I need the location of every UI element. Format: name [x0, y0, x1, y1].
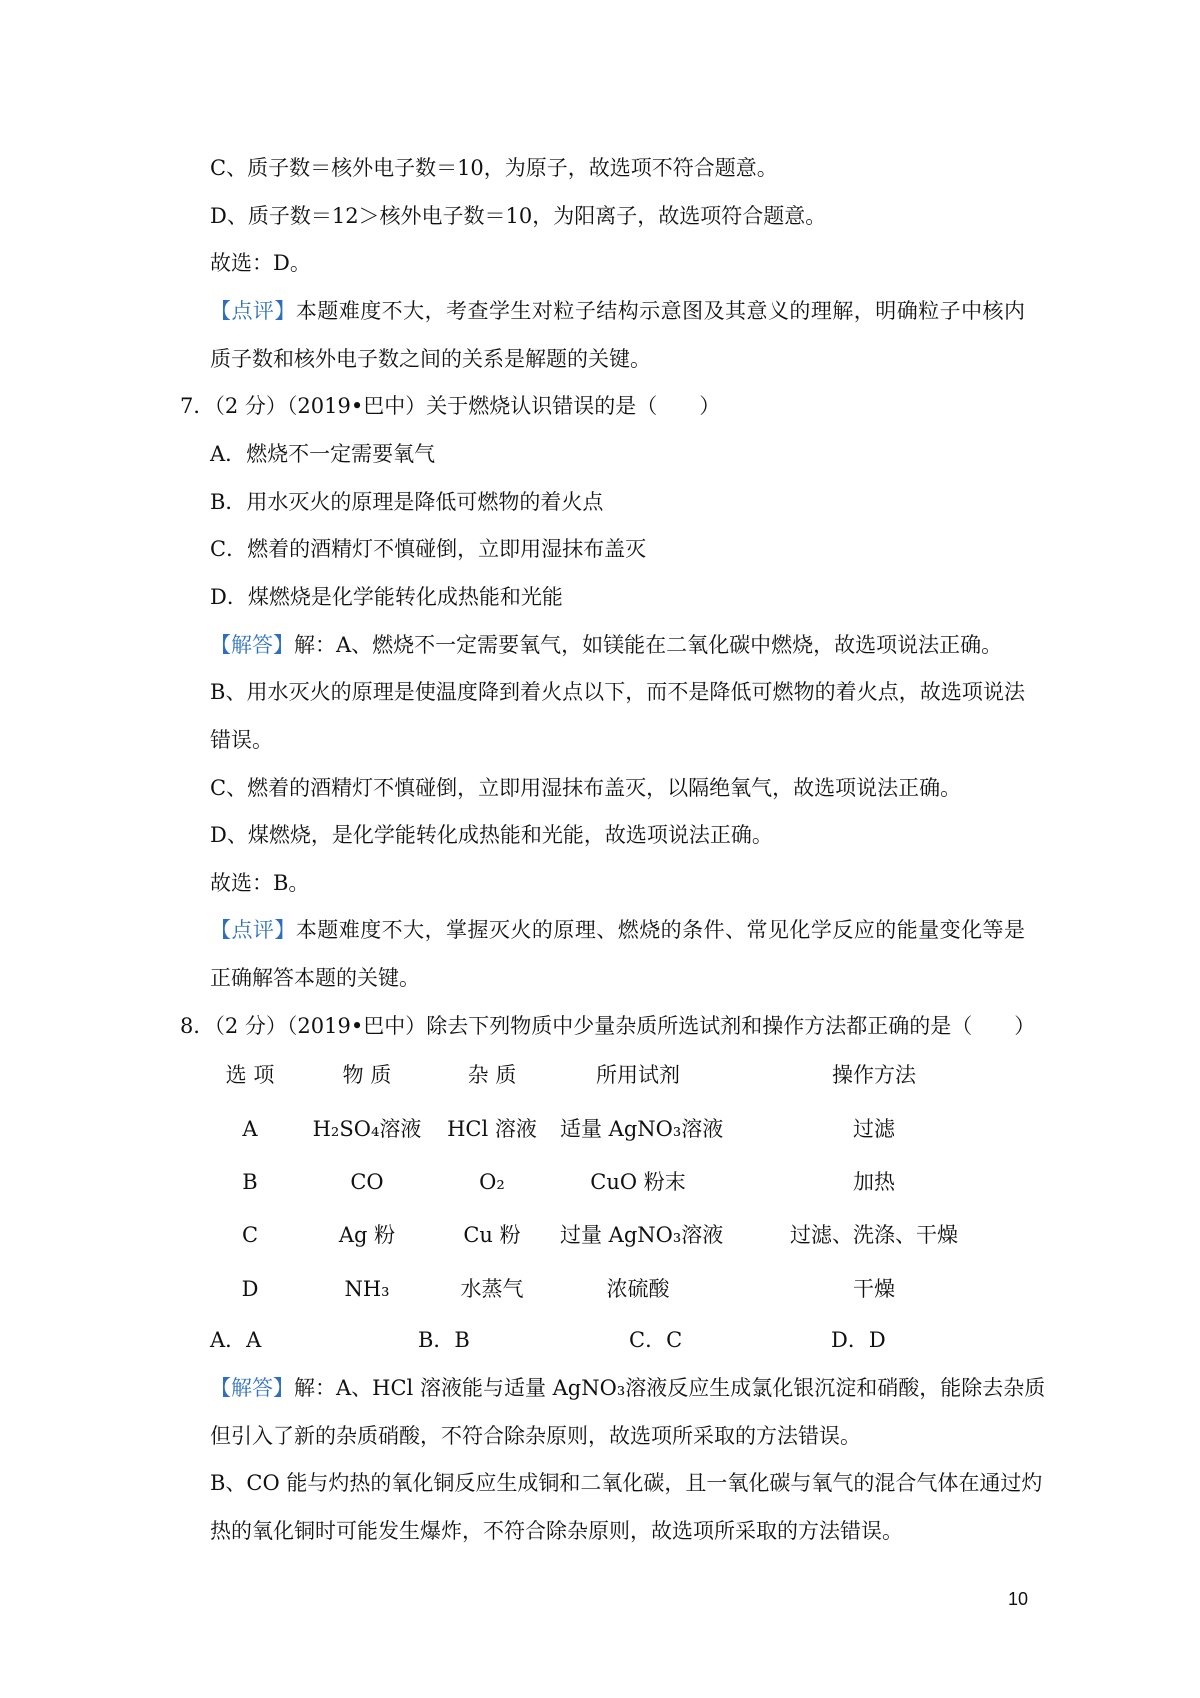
table-cell: CO — [350, 1169, 384, 1194]
table-cell: 过滤、洗涤、干燥 — [790, 1223, 958, 1248]
comment-line: 质子数和核外电子数之间的关系是解题的关键。 — [210, 346, 651, 371]
comment-label: 【点评】 — [210, 299, 296, 324]
answer-line: 但引入了新的杂质硝酸，不符合除杂原则，故选项所采取的方法错误。 — [210, 1423, 861, 1448]
table-cell: C — [241, 1223, 259, 1248]
answer-line: 热的氧化铜时可能发生爆炸，不符合除杂原则，故选项所采取的方法错误。 — [210, 1519, 903, 1544]
table-cell: O₂ — [479, 1169, 505, 1194]
comment-line — [210, 288, 1025, 336]
table-header-row — [190, 1049, 1032, 1102]
table-row — [190, 1209, 1032, 1262]
solution-line: D、质子数＝12＞核外电子数＝10，为阳离子，故选项符合题意。 — [210, 203, 827, 228]
answer-line: B、CO 能与灼热的氧化铜反应生成铜和二氧化碳，且一氧化碳与氧气的混合气体在通过灼 — [210, 1471, 1043, 1496]
question-8-stem: 8．（2 分）（2019•巴中）除去下列物质中少量杂质所选试剂和操作方法都正确的是（ ） — [180, 1013, 1036, 1038]
table-cell: 浓硫酸 — [606, 1276, 670, 1301]
option-item: D．煤燃烧是化学能转化成热能和光能 — [210, 584, 563, 609]
question-7-stem: 7．（2 分）（2019•巴中）关于燃烧认识错误的是（ ） — [180, 394, 721, 419]
answer-text: 解：A、燃烧不一定需要氧气，如镁能在二氧化碳中燃烧，故选项说法正确。 — [294, 632, 1003, 657]
table-cell: Cu 粉 — [463, 1223, 521, 1248]
solution-line: C、质子数＝核外电子数＝10，为原子，故选项不符合题意。 — [210, 156, 778, 181]
answer-label: 【解答】 — [210, 632, 294, 657]
text-section-lower — [0, 1365, 1200, 1556]
option-item: C．燃着的酒精灯不慎碰倒，立即用湿抹布盖灭 — [210, 537, 647, 562]
answer-label: 【解答】 — [210, 1376, 294, 1401]
comment-line: 正确解答本题的关键。 — [210, 966, 420, 991]
table-header-cell: 物 质 — [342, 1063, 392, 1088]
table-cell: 适量 AgNO₃溶液 — [560, 1116, 724, 1141]
table-cell: 加热 — [853, 1169, 895, 1194]
table-row — [190, 1103, 1032, 1156]
answer-line: 故选：B。 — [210, 870, 310, 895]
answer-text: 解：A、HCl 溶液能与适量 AgNO₃溶液反应生成氯化银沉淀和硝酸，能除去杂质 — [294, 1376, 1046, 1401]
table-cell: 干燥 — [853, 1276, 895, 1301]
table-cell: 过量 AgNO₃溶液 — [560, 1223, 724, 1248]
comment-line — [210, 907, 1025, 955]
table-cell: Ag 粉 — [338, 1223, 396, 1248]
table-row — [190, 1263, 1032, 1316]
option-item: A．燃烧不一定需要氧气 — [210, 442, 436, 467]
table-header-cell: 所用试剂 — [596, 1063, 680, 1088]
page-number: 10 — [1008, 1589, 1029, 1609]
table-cell: HCl 溶液 — [447, 1116, 537, 1141]
answer-line: C、燃着的酒精灯不慎碰倒，立即用湿抹布盖灭，以隔绝氧气，故选项说法正确。 — [210, 775, 962, 800]
table-cell: B — [242, 1169, 258, 1194]
choice-item: B．B — [418, 1328, 470, 1353]
table-header-cell: 选 项 — [225, 1063, 275, 1088]
answer-line: 错误。 — [210, 727, 273, 752]
choice-item: C．C — [629, 1328, 683, 1353]
question-8-choices — [0, 1317, 1200, 1365]
table-header-cell: 杂 质 — [467, 1063, 517, 1088]
table-cell: NH₃ — [344, 1276, 390, 1301]
table-header-cell: 操作方法 — [832, 1063, 916, 1088]
answer-line — [210, 622, 1025, 670]
answer-line: B、用水灭火的原理是使温度降到着火点以下，而不是降低可燃物的着火点，故选项说法 — [210, 680, 1025, 705]
answer-line: D、煤燃烧，是化学能转化成热能和光能，故选项说法正确。 — [210, 823, 773, 848]
table-cell: D — [241, 1276, 259, 1301]
answer-line — [210, 1365, 1046, 1413]
comment-label: 【点评】 — [210, 918, 296, 943]
text-section-upper — [0, 145, 1200, 1050]
option-item: B．用水灭火的原理是降低可燃物的着火点 — [210, 489, 604, 514]
table-cell: CuO 粉末 — [590, 1169, 686, 1194]
table-cell: 水蒸气 — [460, 1276, 524, 1301]
table-cell: A — [242, 1116, 258, 1141]
table-cell: H₂SO₄溶液 — [312, 1116, 422, 1141]
table-row — [190, 1156, 1032, 1209]
table-cell: 过滤 — [853, 1116, 895, 1141]
comment-text: 本题难度不大，掌握灭火的原理、燃烧的条件、常见化学反应的能量变化等是 — [295, 918, 1026, 943]
reagent-table — [190, 1049, 1032, 1315]
comment-text: 本题难度不大，考查学生对粒子结构示意图及其意义的理解，明确粒子中核内 — [295, 299, 1026, 324]
choice-item: A．A — [210, 1328, 262, 1353]
choice-item: D．D — [831, 1328, 886, 1353]
solution-line: 故选：D。 — [210, 251, 311, 276]
